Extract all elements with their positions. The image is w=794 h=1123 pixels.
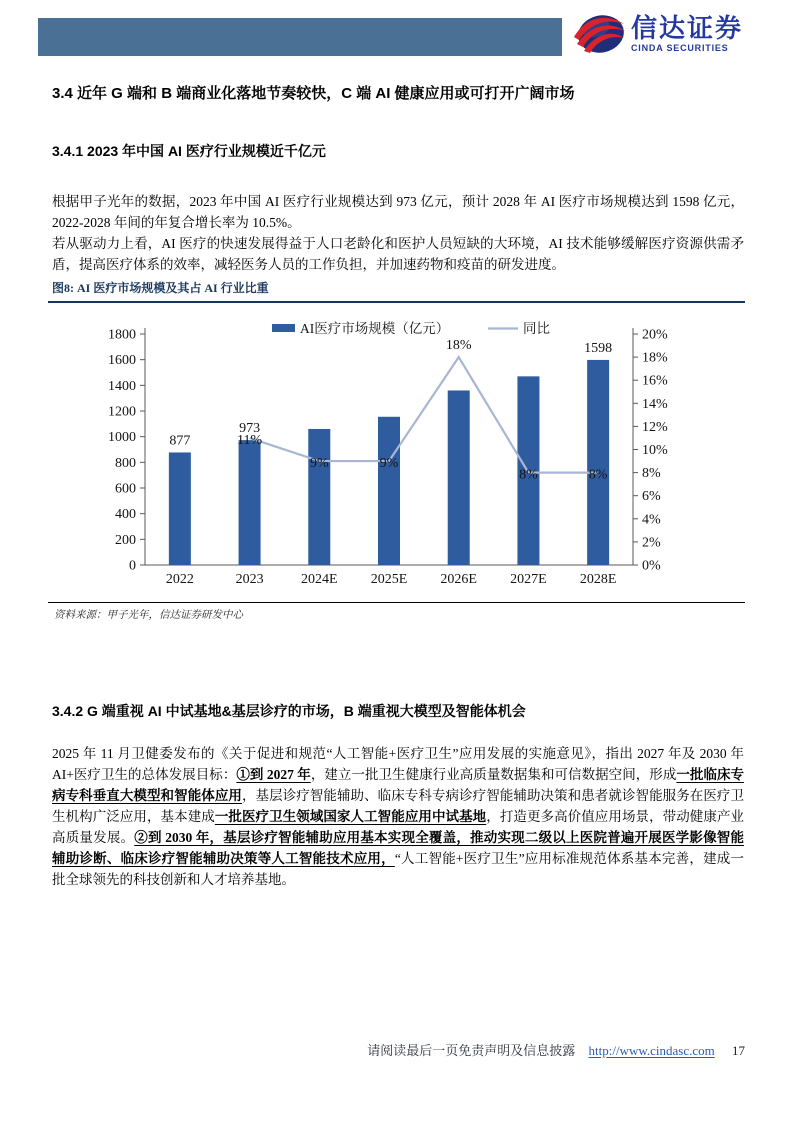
body-paragraph-1: 根据甲子光年的数据，2023 年中国 AI 医疗行业规模达到 973 亿元，预计 2028 年 AI 医疗市场规模达到 1598 亿元，2022-2028 年间的年复合增长率为 10.5%。 bbox=[52, 194, 744, 230]
svg-text:20%: 20% bbox=[642, 327, 668, 343]
svg-text:1800: 1800 bbox=[108, 327, 136, 343]
svg-text:1000: 1000 bbox=[108, 430, 136, 446]
header-accent-bar bbox=[38, 18, 562, 56]
svg-text:973: 973 bbox=[239, 421, 261, 437]
logo-text bbox=[631, 15, 743, 52]
svg-text:0%: 0% bbox=[642, 558, 661, 574]
svg-text:400: 400 bbox=[115, 507, 136, 523]
svg-text:2028E: 2028E bbox=[579, 572, 617, 587]
svg-text:9%: 9% bbox=[379, 456, 399, 472]
svg-text:9%: 9% bbox=[309, 456, 329, 472]
footer-link[interactable]: http://www.cindasc.com bbox=[588, 1043, 715, 1058]
figure-caption: 图8: AI 医疗市场规模及其占 AI 行业比重 bbox=[48, 279, 745, 303]
svg-text:18%: 18% bbox=[445, 338, 472, 354]
figure-8 bbox=[48, 279, 745, 622]
svg-text:6%: 6% bbox=[642, 489, 661, 505]
svg-text:800: 800 bbox=[115, 455, 136, 471]
svg-text:11%: 11% bbox=[236, 432, 263, 448]
svg-text:200: 200 bbox=[115, 532, 136, 548]
svg-text:0: 0 bbox=[129, 558, 136, 574]
svg-text:同比: 同比 bbox=[523, 321, 550, 336]
svg-text:1400: 1400 bbox=[108, 378, 136, 394]
logo-en-text: CINDA SECURITIES bbox=[631, 42, 729, 53]
svg-text:10%: 10% bbox=[642, 443, 668, 458]
page-footer bbox=[52, 1040, 745, 1059]
svg-text:2027E: 2027E bbox=[510, 572, 547, 587]
page-number: 17 bbox=[732, 1043, 745, 1058]
body-paragraph-2: 若从驱动力上看，AI 医疗的快速发展得益于人口老龄化和医护人员短缺的大环境，AI 技术能够缓解医疗资源供需矛盾，提高医疗体系的效率，减轻医务人员的工作负担，并加速药物和疫苗的研发进度。 bbox=[52, 236, 744, 272]
footer-disclaimer: 请阅读最后一页免责声明及信息披露 bbox=[367, 1043, 576, 1058]
svg-text:4%: 4% bbox=[642, 512, 661, 528]
svg-text:600: 600 bbox=[115, 481, 136, 497]
logo-cn-text: 信达证券 bbox=[631, 13, 744, 44]
svg-text:2%: 2% bbox=[642, 535, 661, 551]
section-3-4-2-heading: 3.4.2 G 端重视 AI 中试基地&基层诊疗的市场，B 端重视大模型及智能体机会 bbox=[52, 703, 526, 719]
figure-source: 资料来源：甲子光年，信达证券研发中心 bbox=[48, 602, 745, 622]
svg-text:1598: 1598 bbox=[584, 340, 613, 356]
market-size-chart bbox=[48, 303, 745, 602]
svg-text:8%: 8% bbox=[642, 466, 661, 482]
svg-text:8%: 8% bbox=[588, 467, 608, 483]
svg-text:2025E: 2025E bbox=[370, 572, 408, 587]
policy-paragraph: 2025 年 11 月卫健委发布的《关于促进和规范“人工智能+医疗卫生”应用发展的实施意见》，指出 2027 年及 2030 年 AI+医疗卫生的总体发展目标：①到 2027 年，建立一批卫生健康行业高质量数据集和可信数据空间，形成一批临床专病专科垂直大模型和智能体应用，基层诊疗智能辅助、临床专科专病诊疗智能辅助决策和患者就诊智能服务在医疗卫生机构广泛应用，基本建成一批医疗卫生领域国家人工智能应用中试基地，打造更多高价值应用场景，带动健康产业高质量发展。②到 2030 年，基层诊疗智能辅助应用基本实现全覆盖，推动实现二级以上医院普遍开展医学影像智能辅助诊断、临床诊疗智能辅助决策等人工智能技术应用，“人工智能+医疗卫生”应用标准规范体系基本完善，建成一批全球领先的科技创新和人才培养基地。 bbox=[52, 746, 745, 887]
globe-swoosh-icon bbox=[574, 11, 626, 57]
cinda-logo bbox=[574, 11, 743, 57]
svg-text:1600: 1600 bbox=[108, 353, 136, 369]
svg-text:1200: 1200 bbox=[108, 404, 136, 420]
svg-text:12%: 12% bbox=[642, 419, 668, 435]
svg-text:14%: 14% bbox=[642, 396, 668, 412]
svg-text:18%: 18% bbox=[642, 350, 668, 366]
section-3-4-1-heading: 3.4.1 2023 年中国 AI 医疗行业规模近千亿元 bbox=[52, 143, 326, 159]
svg-text:877: 877 bbox=[169, 433, 191, 449]
svg-text:2024E: 2024E bbox=[301, 572, 338, 587]
svg-text:16%: 16% bbox=[642, 373, 668, 389]
svg-text:AI医疗市场规模（亿元）: AI医疗市场规模（亿元） bbox=[300, 321, 450, 336]
svg-text:2022: 2022 bbox=[165, 572, 194, 587]
section-3-4-1-body bbox=[52, 191, 744, 275]
svg-text:2026E: 2026E bbox=[440, 572, 477, 587]
svg-text:2023: 2023 bbox=[235, 572, 264, 587]
svg-text:8%: 8% bbox=[519, 467, 538, 483]
section-3-4-heading: 3.4 近年 G 端和 B 端商业化落地节奏较快，C 端 AI 健康应用或可打开广阔市场 bbox=[52, 85, 575, 102]
